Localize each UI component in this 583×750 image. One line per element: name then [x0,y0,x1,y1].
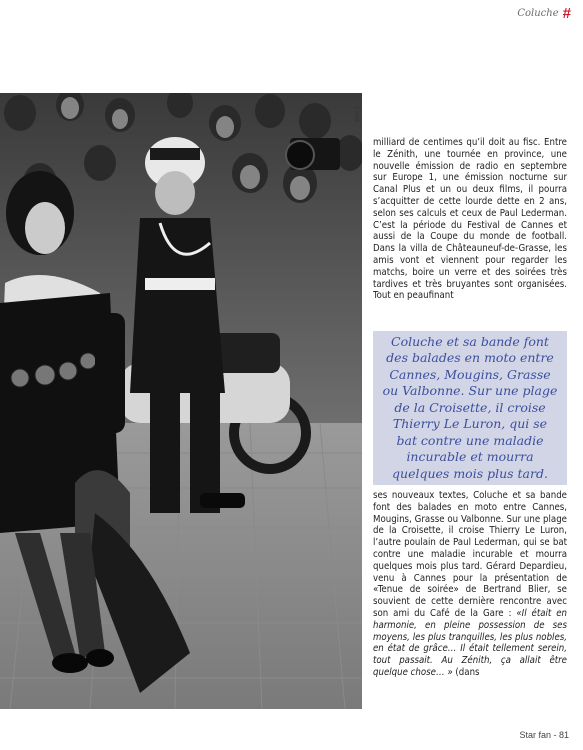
page-folio: Star fan - 81 [519,730,569,740]
pullquote-text: Coluche et sa bande font des balades en moto entre Cannes, Mougins, Grasse ou Valbonne. Sur une plage de la Croisette, il croise Thierry Le Luron, qui se bat contre une maladie incurable et mourra quelques mois plus tard. [382,333,558,481]
article-column-top [373,137,567,332]
pullquote [373,331,567,485]
article-paragraph-top: milliard de centimes qu’il doit au fisc. Entre le Zénith, une tournée en province, une nouvelle émission de radio en septembre sur Europe 1, une émission nocturne sur Canal Plus et un ou deux films, il pourra s’acquitter de cette lourde dette en 2 ans, selon ses calculs et ceux de Paul Lederman. C’est la période du Festival de Cannes et aussi de la Coupe du monde de football. Dans la villa de Châteauneuf-de-Grasse, les amis vont et viennent pour regarder les matchs, boire un verre et des soirées très tardives et très bruyantes sont organisées. Tout en peaufinant [373,137,567,302]
festival-photo-illustration [0,93,362,709]
section-marker: # [562,5,571,22]
photo-credit: © SIPA [353,105,360,123]
running-head [517,6,571,21]
section-label: Coluche [517,8,559,19]
article-text: ses nouveaux textes, Coluche et sa bande font des balades en moto entre Cannes, Mougins, Grasse ou Valbonne. Sur une plage de la Croisette, il croise Thierry Le Luron, l’autre poulain de Paul Lederman, qui se bat contre une maladie incurable et mourra quelques mois plus tard. Gérard Depardieu, venu à Cannes pour la présentation de «Tenue de soirée» de Bertrand Blier, se souvient de cette dernière rencontre avec son ami du Café de la Gare : [373,490,567,619]
article-column-bottom [373,490,567,705]
depardieu-quote: «Il était en harmonie, en pleine possession de ses moyens, les plus tranquilles, les plus nobles, en état de grâce… Il était tellement serein, tout passait. Au Zénith, ça allait être quelque chose… » [373,607,567,678]
article-paragraph-bottom [373,490,567,679]
main-photo [0,93,362,709]
article-text-tail: (dans [452,666,480,678]
